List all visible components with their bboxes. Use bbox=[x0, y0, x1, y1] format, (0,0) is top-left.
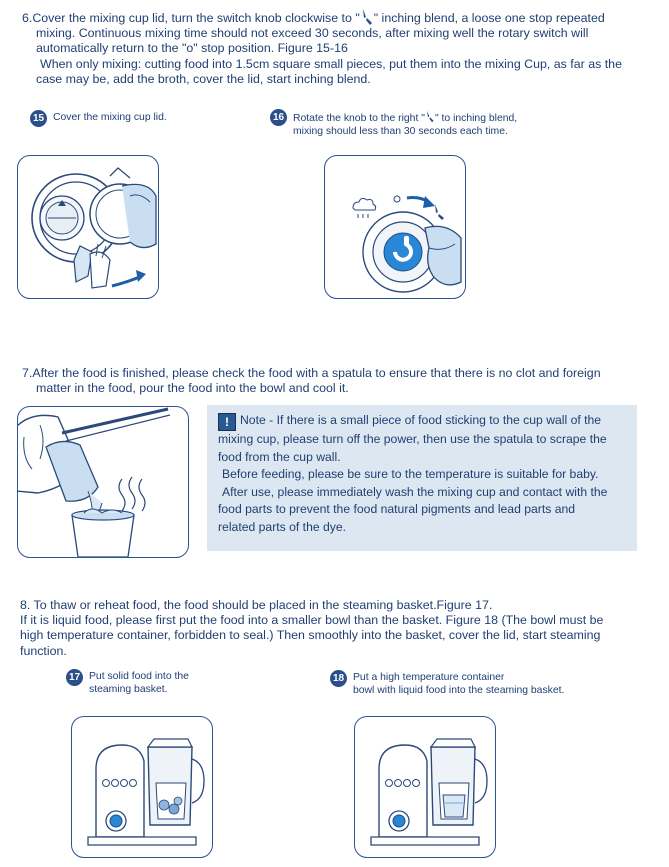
figure-18-badge: 18 bbox=[330, 670, 347, 687]
figure-18-illustration bbox=[354, 716, 496, 858]
section-8-line-3: high temperature container, forbidden to seal.) Then smoothly into the basket, cover the lid, start steaming bbox=[20, 628, 601, 643]
figure-15-caption-text: Cover the mixing cup lid. bbox=[53, 112, 167, 123]
note-line-2: mixing cup, please turn off the power, then use the spatula to scrape the bbox=[218, 432, 607, 446]
figure-18-caption: 18 Put a high temperature container bowl with liquid food into the steaming basket. bbox=[330, 671, 564, 697]
inching-blend-icon bbox=[425, 110, 435, 123]
section-8-line-4: function. bbox=[20, 643, 67, 658]
note-line-3: food from the cup wall. bbox=[218, 449, 341, 464]
note-line-7: related parts of the dye. bbox=[218, 519, 347, 534]
figure-15-badge: 15 bbox=[30, 110, 47, 127]
note-box bbox=[207, 405, 637, 551]
knob-drawing bbox=[325, 156, 465, 298]
steamer-liquid-drawing bbox=[355, 717, 495, 857]
figure-16-illustration bbox=[324, 155, 466, 299]
note-label: Note bbox=[240, 413, 266, 427]
steamer-solid-drawing bbox=[72, 717, 212, 857]
inching-blend-icon bbox=[360, 8, 374, 26]
section-6-text bbox=[22, 8, 662, 87]
note-line-4: Before feeding, please be sure to the temperature is suitable for baby. bbox=[222, 467, 599, 481]
section-6-line-5: case may be, add the broth, cover the lid, start inching blend. bbox=[36, 71, 371, 86]
figure-17-badge: 17 bbox=[66, 669, 83, 686]
figure-15-caption bbox=[30, 111, 167, 127]
figure-15-illustration bbox=[17, 155, 159, 299]
note-line-5: After use, please immediately wash the mixing cup and contact with the bbox=[222, 484, 608, 499]
figure-17-illustration bbox=[71, 716, 213, 858]
section-8-line-2: If it is liquid food, please first put the food into a smaller bowl than the basket. Figure 18 (The bowl must be bbox=[20, 613, 604, 628]
pour-food-illustration bbox=[17, 406, 189, 558]
warning-icon: ! bbox=[218, 413, 236, 431]
section-6-line-3: automatically return to the "o" stop position. Figure 15-16 bbox=[36, 41, 348, 56]
pour-drawing bbox=[18, 407, 188, 557]
section-6-line-4: When only mixing: cutting food into 1.5cm square small pieces, put them into the mixing Cup, as far as the bbox=[40, 56, 622, 71]
figure-16-caption: 16 Rotate the knob to the right " " to inching blend, mixing should less than 30 seconds each time. bbox=[270, 110, 517, 138]
section-6-line-2: mixing. Continuous mixing time should not exceed 30 seconds, after mixing well the rotary switch will bbox=[36, 26, 589, 41]
section-7-line-2: matter in the food, pour the food into the bowl and cool it. bbox=[36, 381, 349, 396]
section-8-line-1: 8. To thaw or reheat food, the food should be placed in the steaming basket.Figure 17. bbox=[20, 598, 493, 612]
figure-17-caption: 17 Put solid food into the steaming basket. bbox=[66, 670, 189, 696]
figure-16-badge: 16 bbox=[270, 109, 287, 126]
section-6-line-1: 6.Cover the mixing cup lid, turn the switch knob clockwise to " " inching blend, a loose one stop repeated bbox=[22, 8, 662, 26]
note-line-1: ! Note - If there is a small piece of food sticking to the cup wall of the bbox=[218, 412, 629, 431]
note-line-6: food parts to prevent the food natural pigments and lead parts and bbox=[218, 502, 576, 516]
section-8-text bbox=[20, 598, 660, 659]
cup-lid-drawing bbox=[18, 156, 158, 298]
section-7-text bbox=[22, 366, 652, 396]
section-7-line-1: 7.After the food is finished, please check the food with a spatula to ensure that there is no clot and foreign bbox=[22, 366, 601, 380]
